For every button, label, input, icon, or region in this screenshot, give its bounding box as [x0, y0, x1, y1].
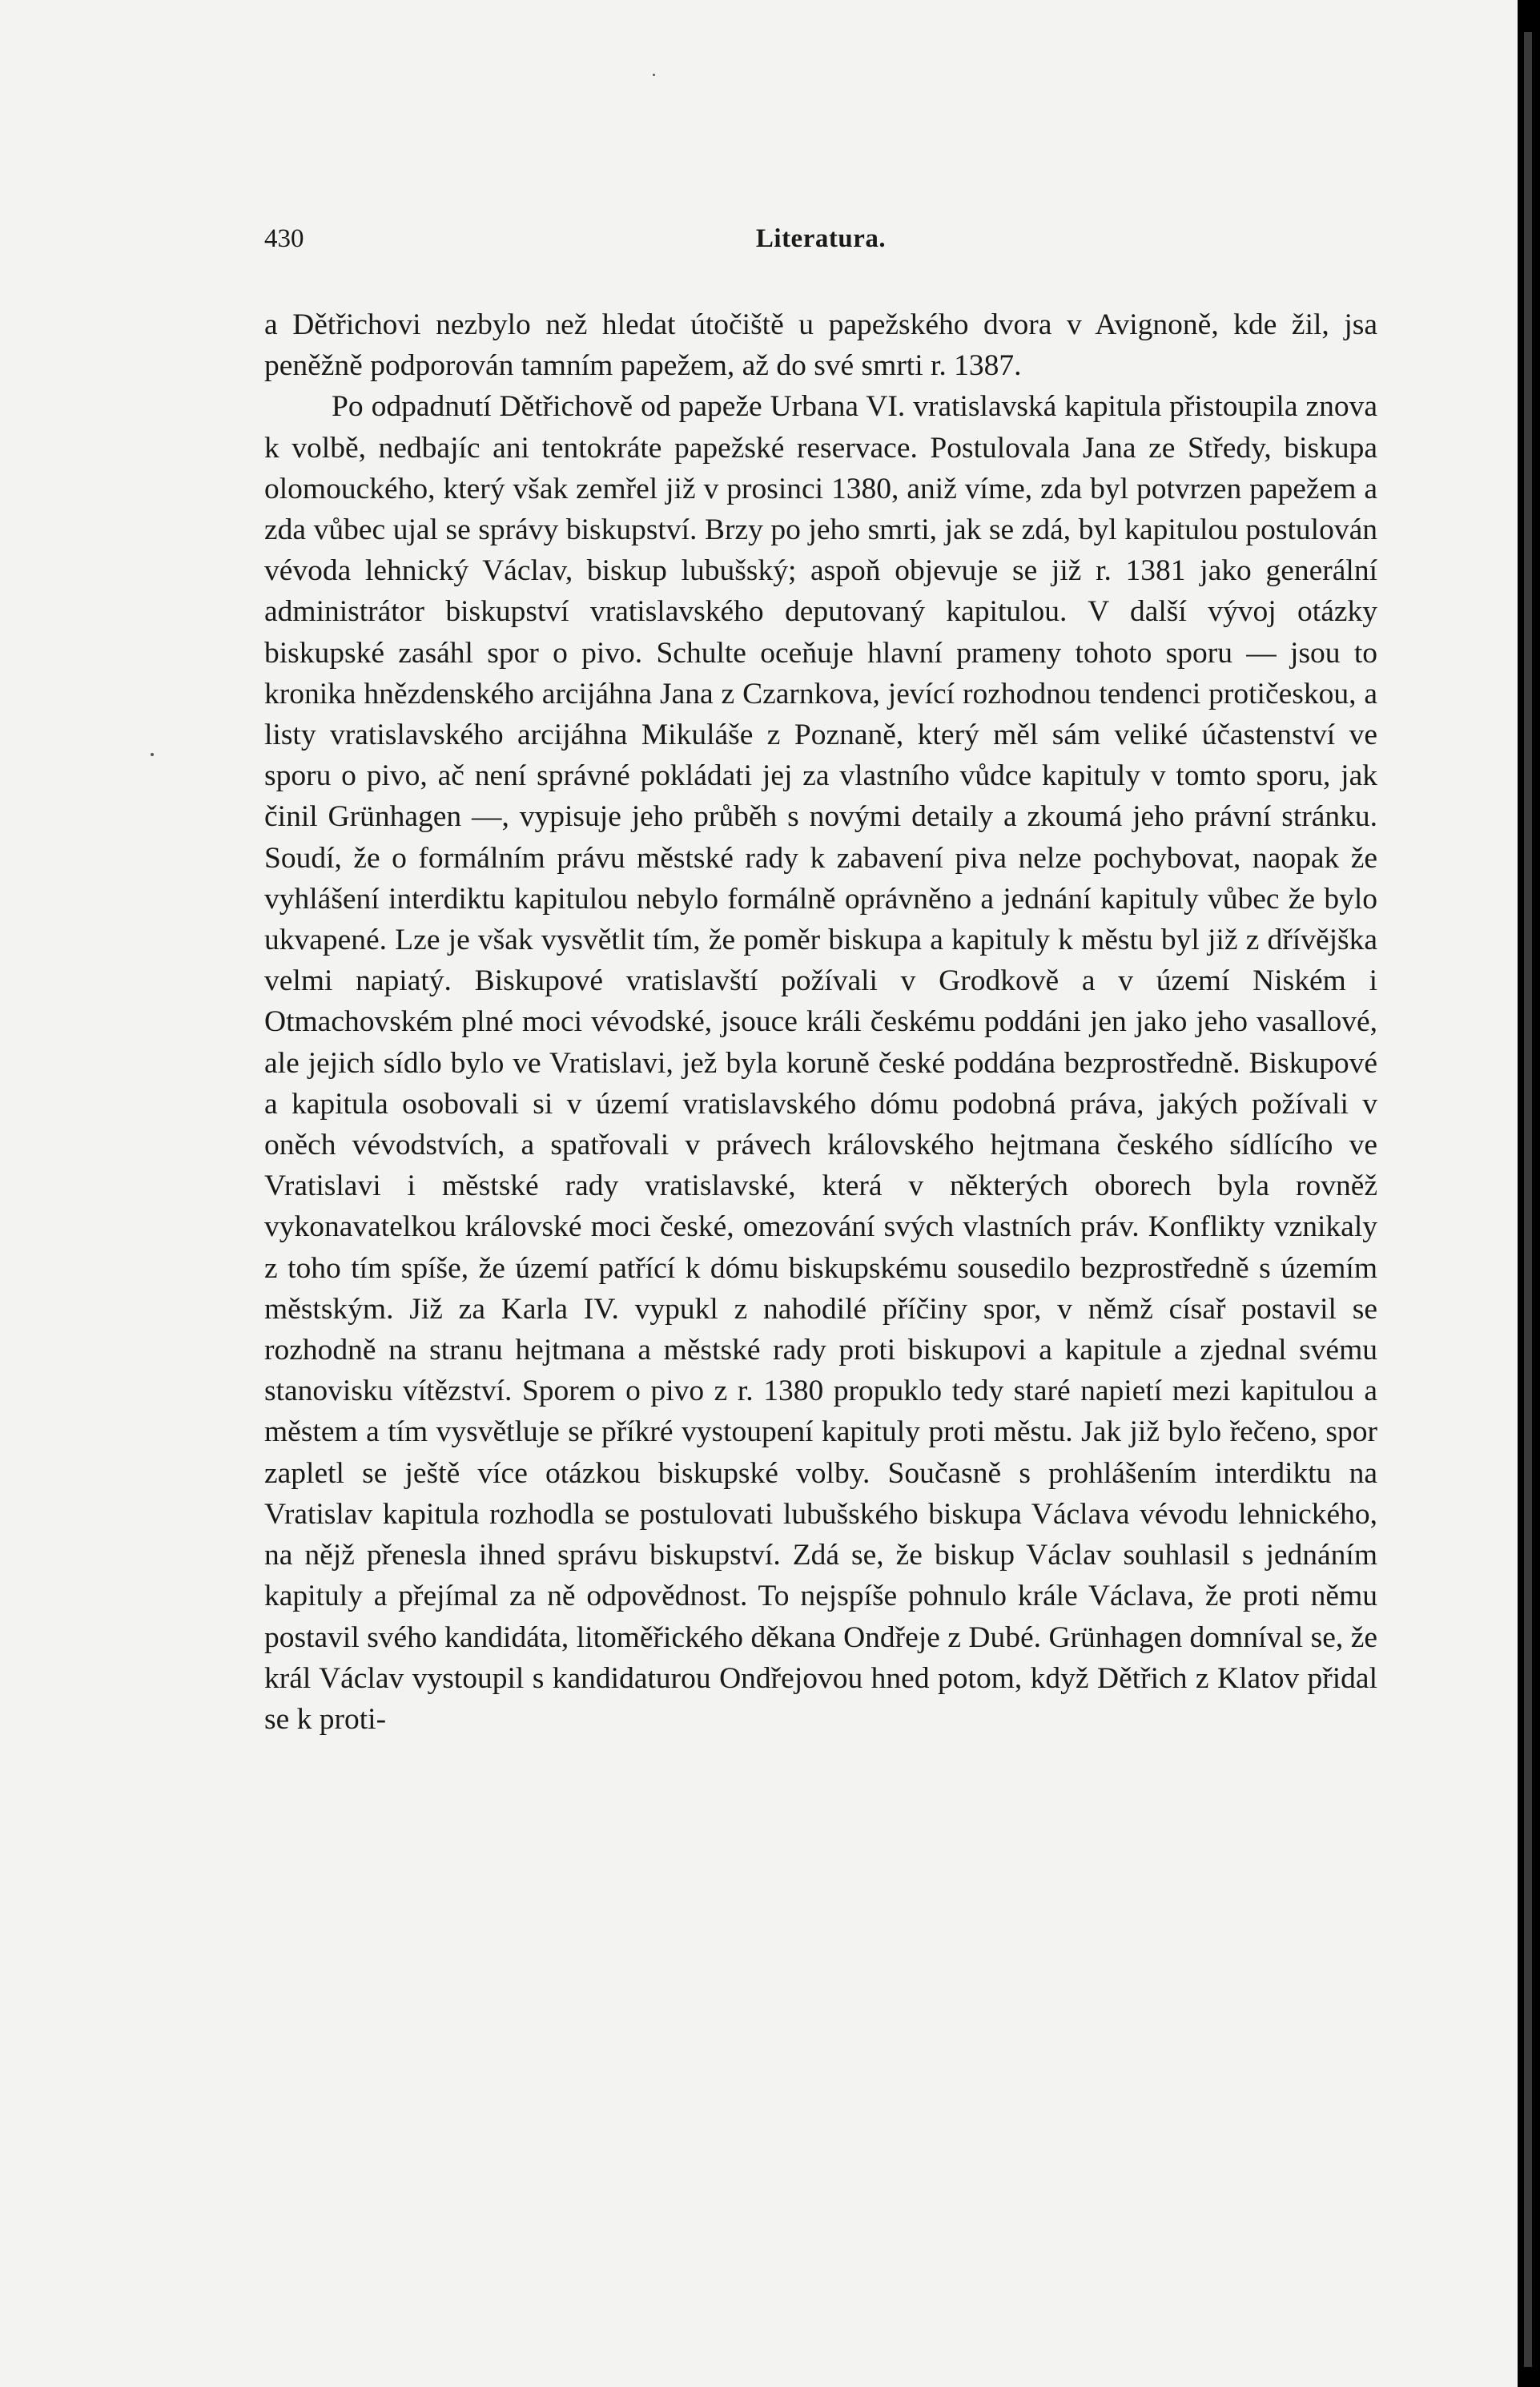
scan-speck — [653, 74, 655, 76]
paragraph-2: Po odpadnutí Dětřichově od papeže Urbana VI. vratislavská kapitula přistoupila znova k volbě, nedbajíc ani tentokráte papežské reservace. Postulovala Jana ze Středy, biskupa olomouckého, který však zemřel již v prosinci 1380, aniž víme, zda byl potvrzen papežem a zda vůbec ujal se správy biskupství. Brzy po jeho smrti, jak se zdá, byl kapitulou postulován vévoda lehnický Václav, biskup lubušský; aspoň objevuje se již r. 1381 jako generální administrátor biskupství vratislavského deputovaný kapitulou. V další vývoj otázky biskupské zasáhl spor o pivo. Schulte oceňuje hlavní prameny tohoto sporu — jsou to kronika hnězdenského arcijáhna Jana z Czarnkova, jevící rozhodnou tendenci protičeskou, a listy vratislavského arcijáhna Mikuláše z Poznaně, který měl sám veliké účastenství ve sporu o pivo, ač není správné pokládati jej za vlastního vůdce kapituly v tomto sporu, jak činil Grünhagen —, vypisuje jeho průběh s novými detaily a zkoumá jeho právní stránku. Soudí, že o formálním právu městské rady k zabavení piva nelze pochybovat, naopak že vyhlášení interdiktu kapitulou nebylo formálně oprávněno a jednání kapituly vůbec že bylo ukvapené. Lze je však vysvětlit tím, že poměr biskupa a kapituly k městu byl již z dřívějška velmi napiatý. Biskupové vratislavští požívali v Grodkově a v území Niském i Otmachovském plné moci vévodské, jsouce králi českému poddáni jen jako jeho vasallové, ale jejich sídlo bylo ve Vratislavi, jež byla koruně české poddána bezprostředně. Biskupové a kapitula osobovali si v území vratislavského dómu podobná práva, jakých požívali v oněch vévodstvích, a spatřovali v právech královského hejtmana českého sídlícího ve Vratislavi i městské rady vratislavské, která v některých oborech byla rovněž vykonavatelkou královské moci české, omezování svých vlastních práv. Konflikty vznikaly z toho tím spíše, že území patřící k dómu biskupskému sousedilo bezprostředně s územím městským. Již za Karla IV. vypukl z nahodilé příčiny spor, v němž císař postavil se rozhodně na stranu hejtmana a městské rady proti biskupovi a kapitule a zjednal svému stanovisku vítězství. Sporem o pivo z r. 1380 propuklo tedy staré napietí mezi kapitulou a městem a tím vysvětluje se příkré vystoupení kapituly proti městu. Jak již bylo řečeno, spor zapletl se ještě více otázkou biskupské volby. Současně s prohlášením interdiktu na Vratislav kapitula rozhodla se postulovati lubušského biskupa Václava vévodu lehnického, na nějž přenesla ihned správu biskupství. Zdá se, že biskup Václav souhlasil s jednáním kapituly a přejímal za ně odpovědnost. To nejspíše pohnulo krále Václava, že proti němu postavil svého kandidáta, litoměřického děkana Ondřeje z Dubé. Grünhagen domníval se, že král Václav vystoupil s kandidaturou Ondřejovou hned potom, když Dětřich z Klatov přidal se k proti- — [264, 390, 1377, 1736]
scan-edge-line — [1524, 32, 1532, 2367]
page-header — [264, 215, 1377, 263]
body-text — [264, 304, 1377, 1740]
page-number: 430 — [264, 224, 304, 253]
scan-speck — [151, 753, 154, 756]
paragraph-1: a Dětřichovi nezbylo než hledat útočiště u papežského dvora v Avignoně, kde žil, jsa peněžně podporován tamním papežem, až do své smrti r. 1387. — [264, 308, 1377, 383]
running-title: Literatura. — [755, 224, 887, 253]
